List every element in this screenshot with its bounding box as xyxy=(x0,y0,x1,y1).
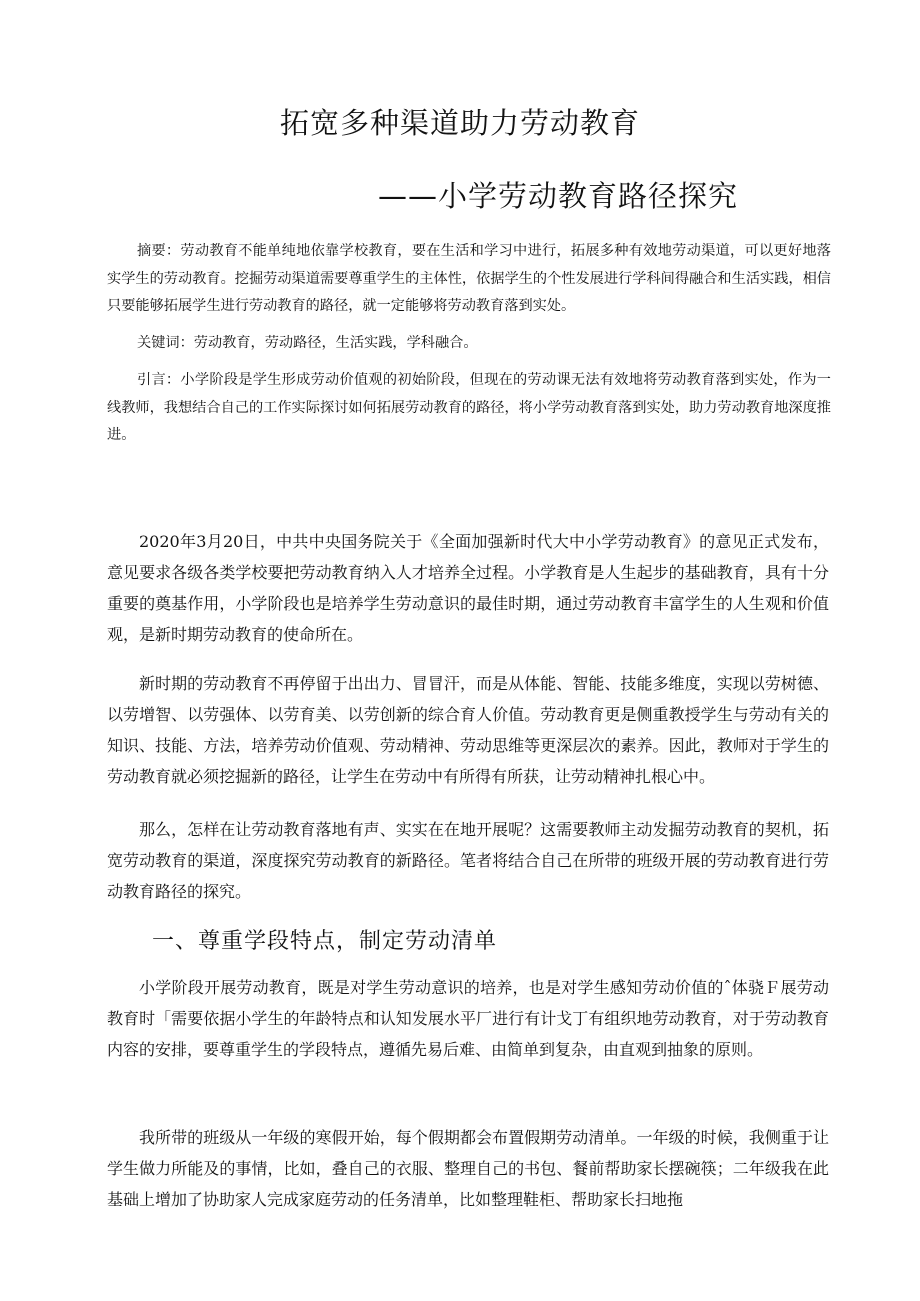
section-heading: 一、尊重学段特点，制定劳动清单 xyxy=(152,929,498,954)
document-subtitle: ——小学劳动教育路径探究 xyxy=(378,179,739,213)
section-paragraph: 小学阶段开展劳动教育，既是对学生劳动意识的培养，也是对学生感知劳动价值的ˆ体骁Ｆ展劳动教育时「需要依据小学生的年龄特点和认知发展水平厂进行有计戈丁有组织地劳动教育，对于劳动教育内容的安排，要尊重学生的学段特点，遵循先易后难、由简单到复杂，由直观到抽象的原则。 xyxy=(107,978,829,1059)
section-paragraph: 我所带的班级从一年级的寒假开始，每个假期都会布置假期劳动清单。一年级的时候，我侧重于让学生做力所能及的事情，比如，叠自己的衣服、整理自己的书包、餐前帮助家长摆碗筷；二年级我在此基础上增加了协助家人完成家庭劳动的任务清单，比如整理鞋柜、帮助家长扫地拖 xyxy=(107,1128,829,1209)
body-paragraph: 2020年3月20日，中共中央国务院关于《全面加强新时代大中小学劳动教育》的意见正式发布，意见要求各级各类学校要把劳动教育纳入人才培养全过程。小学教育是人生起步的基础教育，具有十分重要的奠基作用，小学阶段也是培养学生劳动意识的最佳时期，通过劳动教育丰富学生的人生观和价值观，是新时期劳动教育的使命所在。 xyxy=(107,532,829,644)
abstract-paragraph: 摘要：劳动教育不能单纯地依靠学校教育，要在生活和学习中进行，拓展多种有效地劳动渠道，可以更好地落实学生的劳动教育。挖掘劳动渠道需要尊重学生的主体性，依据学生的个性发展进行学科间得融合和生活实践，相信只要能够拓展学生进行劳动教育的路径，就一定能够将劳动教育落到实处。 xyxy=(107,243,831,314)
keywords-paragraph: 关键词：劳动教育，劳动路径，生活实践，学科融合。 xyxy=(137,335,478,351)
body-paragraph: 新时期的劳动教育不再停留于出出力、冒冒汗，而是从体能、智能、技能多维度，实现以劳树德、以劳增智、以劳强体、以劳育美、以劳创新的综合育人价值。劳动教育更是侧重教授学生与劳动有关的知识、技能、方法，培养劳动价值观、劳动精神、劳动思维等更深层次的素养。因此，教师对于学生的劳动教育就必须挖掘新的路径，让学生在劳动中有所得有所获，让劳动精神扎根心中。 xyxy=(107,674,829,786)
document-title: 拓宽多种渠道助力劳动教育 xyxy=(279,106,640,140)
introduction-paragraph: 引言：小学阶段是学生形成劳动价值观的初始阶段，但现在的劳动课无法有效地将劳动教育落到实处，作为一线教师，我想结合自己的工作实际探讨如何拓展劳动教育的路径，将小学劳动教育落到实处，助力劳动教育地深度推进。 xyxy=(107,372,831,443)
body-paragraph: 那么，怎样在让劳动教育落地有声、实实在在地开展呢？这需要教师主动发掘劳动教育的契机，拓宽劳动教育的渠道，深度探究劳动教育的新路径。笔者将结合自己在所带的班级开展的劳动教育进行劳动教育路径的探究。 xyxy=(107,820,829,901)
